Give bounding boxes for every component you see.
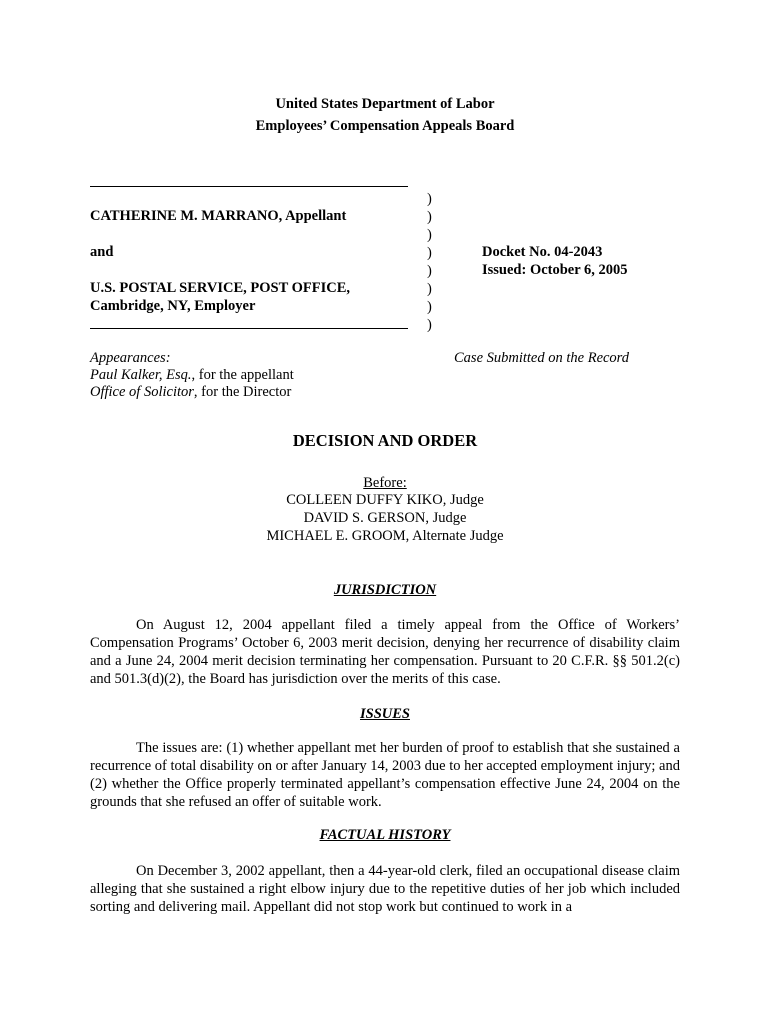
- issues-heading: ISSUES: [360, 706, 410, 722]
- jurisdiction-heading: JURISDICTION: [333, 582, 437, 598]
- caption-parentheses: [427, 190, 439, 334]
- caption-top-rule: [90, 186, 408, 187]
- paren: ): [427, 245, 432, 261]
- before-label: Before:: [363, 475, 407, 491]
- case-submitted: Case Submitted on the Record: [454, 350, 630, 366]
- paren: ): [427, 191, 432, 207]
- docket-number: Docket No. 04-2043: [482, 244, 603, 260]
- appearances-label: Appearances:: [90, 350, 171, 366]
- jurisdiction-heading-wrap: [0, 581, 770, 599]
- appearance-appellant: [90, 366, 294, 384]
- appellant-counsel-role: , for the appellant: [191, 367, 294, 383]
- judge-1: COLLEEN DUFFY KIKO, Judge: [286, 492, 484, 508]
- judge-2: DAVID S. GERSON, Judge: [303, 510, 467, 526]
- employer-line-2: Cambridge, NY, Employer: [90, 298, 256, 314]
- paren: ): [427, 209, 432, 225]
- employer-line-1: U.S. POSTAL SERVICE, POST OFFICE,: [90, 280, 351, 296]
- paren: ): [427, 299, 432, 315]
- appellant-counsel: Paul Kalker, Esq.: [90, 367, 192, 383]
- caption-and: and: [90, 244, 114, 260]
- agency-title: United States Department of Labor: [275, 96, 495, 112]
- issued-date: Issued: October 6, 2005: [482, 262, 628, 278]
- paren: ): [427, 281, 432, 297]
- director-counsel: Office of Solicitor: [90, 384, 194, 400]
- factual-history-paragraph: On December 3, 2002 appellant, then a 44-year-old clerk, filed an occupational disease claim alleging that she sustained a right elbow injury due to the repetitive duties of her job which included sorting and delivering mail. Appellant did not stop work but continued to work in a: [90, 863, 680, 915]
- caption-bottom-rule: [90, 328, 408, 329]
- issues-paragraph: The issues are: (1) whether appellant met her burden of proof to establish that she sustained a recurrence of total disability on or after January 14, 2003 due to her accepted employment injury; and (2) whether the Office properly terminated appellant’s compensation effective June 24, 2004 on the grounds that she refused an offer of suitable work.: [90, 740, 680, 810]
- jurisdiction-paragraph: On August 12, 2004 appellant filed a timely appeal from the Office of Workers’ Compensation Programs’ October 6, 2003 merit decision, denying her recurrence of disability claim and a June 24, 2004 merit decision terminating her compensation. Pursuant to 20 C.F.R. §§ 501.2(c) and 501.3(d)(2), the Board has jurisdiction over the merits of this case.: [90, 617, 680, 687]
- board-title: Employees’ Compensation Appeals Board: [255, 118, 515, 134]
- paren: ): [427, 227, 432, 243]
- appearance-director: [90, 383, 291, 401]
- judge-3: MICHAEL E. GROOM, Alternate Judge: [266, 528, 504, 544]
- decision-title: DECISION AND ORDER: [292, 431, 478, 450]
- appellant-name: CATHERINE M. MARRANO, Appellant: [90, 208, 347, 224]
- factual-history-heading-wrap: [0, 826, 770, 844]
- factual-history-heading: FACTUAL HISTORY: [319, 827, 451, 843]
- paren: ): [427, 317, 432, 333]
- director-counsel-role: , for the Director: [193, 384, 292, 400]
- issues-heading-wrap: [0, 705, 770, 723]
- paren: ): [427, 263, 432, 279]
